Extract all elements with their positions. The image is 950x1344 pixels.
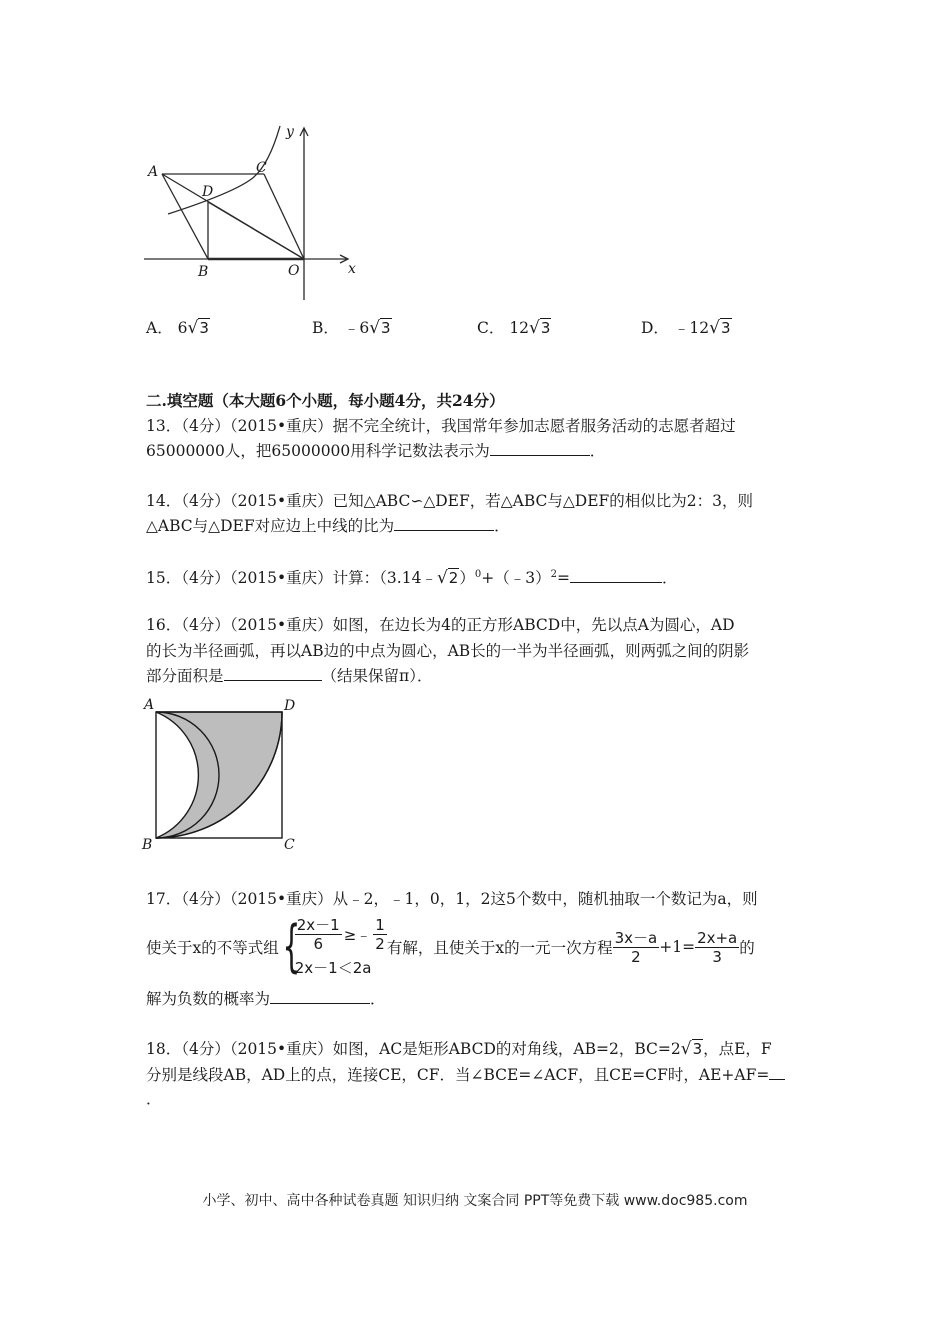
q18-radicand: 3 bbox=[692, 1040, 703, 1058]
option-c-label: C． bbox=[477, 319, 505, 337]
answer-blank[interactable] bbox=[570, 568, 662, 583]
label-D: D bbox=[284, 698, 296, 714]
q18-line3: ． bbox=[146, 1090, 162, 1108]
q13-end: ． bbox=[589, 442, 606, 460]
figure-square-arcs bbox=[140, 695, 310, 855]
option-b bbox=[312, 316, 392, 338]
option-b-label: B． bbox=[312, 319, 339, 337]
fraction bbox=[295, 916, 342, 953]
q16-text: 部分面积是 bbox=[146, 667, 224, 685]
q17-end: ． bbox=[370, 990, 386, 1008]
frac-num: 3x－a bbox=[614, 928, 658, 947]
q13-line1: 13．（4分）（2015•重庆）据不完全统计，我国常年参加志愿者服务活动的志愿者超过 bbox=[146, 417, 736, 435]
frac-den: 2 bbox=[631, 947, 641, 966]
option-c-radicand: 3 bbox=[540, 319, 551, 337]
sqrt-symbol: √3 bbox=[709, 318, 731, 338]
q13-line2 bbox=[146, 440, 605, 462]
label-A: A bbox=[148, 164, 159, 180]
inequality-1 bbox=[295, 916, 387, 953]
label-D: D bbox=[202, 184, 214, 200]
label-A: A bbox=[144, 697, 155, 713]
q14-line1: 14．（4分）（2015•重庆）已知△ABC∽△DEF，若△ABC与△DEF的相似比为2：3，则 bbox=[146, 492, 754, 510]
option-d-coef: ﹣12 bbox=[673, 319, 710, 337]
fraction bbox=[695, 929, 739, 966]
label-C: C bbox=[284, 837, 295, 853]
sqrt-symbol: √3 bbox=[529, 318, 551, 338]
sqrt-symbol: √3 bbox=[680, 1039, 703, 1059]
q17-line1: 17．（4分）（2015•重庆）从﹣2，﹣1，0，1，2这5个数中，随机抽取一个数记为a，则 bbox=[146, 890, 758, 908]
fraction bbox=[373, 916, 387, 953]
answer-blank[interactable] bbox=[270, 989, 370, 1004]
section-title: 二.填空题（本大题6个小题，每小题4分，共24分） bbox=[146, 391, 505, 410]
option-d-label: D． bbox=[641, 319, 669, 337]
answer-blank[interactable] bbox=[224, 666, 322, 681]
sqrt-symbol: √2 bbox=[436, 568, 459, 589]
figure-coordinate-diagram bbox=[140, 118, 370, 308]
q17-line2 bbox=[146, 912, 755, 982]
sqrt-symbol: √3 bbox=[369, 318, 391, 338]
option-b-coef: ﹣6 bbox=[343, 319, 370, 337]
q15-radicand: 2 bbox=[448, 569, 459, 588]
frac-den: 3 bbox=[712, 947, 722, 966]
q15-eq: = bbox=[556, 569, 570, 588]
label-B: B bbox=[198, 264, 209, 280]
option-a-label: A． bbox=[146, 319, 173, 337]
q17-de: 的 bbox=[739, 939, 755, 957]
option-c-coef: 12 bbox=[509, 319, 530, 337]
frac-num: 1 bbox=[375, 916, 385, 934]
label-y: y bbox=[286, 124, 294, 140]
q15-exp0: 0 bbox=[474, 569, 482, 580]
q15-line bbox=[146, 564, 677, 589]
q15-exp2: 2 bbox=[550, 569, 557, 580]
label-C: C bbox=[256, 160, 267, 176]
q15-end: ． bbox=[661, 569, 678, 588]
option-d-radicand: 3 bbox=[720, 319, 731, 337]
brace-icon: { bbox=[282, 914, 301, 979]
q18-text: 18．（4分）（2015•重庆）如图，AC是矩形ABCD的对角线，AB=2，BC=2 bbox=[146, 1040, 681, 1058]
q14-text: △ABC与△DEF对应边上中线的比为 bbox=[146, 517, 395, 535]
answer-blank[interactable] bbox=[769, 1065, 785, 1080]
q14-end: ． bbox=[494, 517, 510, 535]
option-a bbox=[146, 316, 210, 338]
option-b-radicand: 3 bbox=[381, 319, 391, 337]
q15-text: 15．（4分）（2015•重庆）计算：（3.14﹣ bbox=[146, 569, 437, 588]
q17-line3 bbox=[146, 988, 386, 1010]
fraction bbox=[613, 929, 660, 966]
q17-text3: 解为负数的概率为 bbox=[146, 990, 271, 1008]
option-a-radicand: 3 bbox=[199, 319, 209, 337]
label-O: O bbox=[288, 263, 300, 279]
option-a-coef: 6 bbox=[177, 319, 188, 337]
inequality-2: 2x－1＜2a bbox=[294, 959, 372, 977]
label-x: x bbox=[348, 261, 356, 277]
q14-line2 bbox=[146, 515, 510, 537]
answer-blank[interactable] bbox=[394, 516, 494, 531]
option-c bbox=[477, 316, 551, 338]
q18-text-end: ，点E，F bbox=[703, 1040, 772, 1058]
relation: ≥﹣ bbox=[343, 926, 372, 944]
q13-text: 65000000人，把65000000用科学记数法表示为 bbox=[146, 442, 490, 460]
option-d bbox=[641, 316, 732, 338]
answer-blank[interactable] bbox=[490, 441, 590, 456]
q18-line1 bbox=[146, 1038, 772, 1060]
q15-mid: +（﹣3） bbox=[481, 569, 551, 588]
q17-mid: 有解，且使关于x的一元一次方程 bbox=[386, 939, 613, 957]
q17-text: 使关于x的不等式组 bbox=[146, 939, 279, 957]
page-footer: 小学、初中、高中各种试卷真题 知识归纳 文案合同 PPT等免费下载 www.doc985.com bbox=[202, 1193, 748, 1209]
q16-line1: 16．（4分）（2015•重庆）如图，在边长为4的正方形ABCD中，先以点A为圆心，AD bbox=[146, 616, 735, 634]
q16-line3 bbox=[146, 665, 432, 687]
label-B: B bbox=[142, 837, 153, 853]
frac-num: 2x－1 bbox=[296, 916, 340, 934]
q16-line2: 的长为半径画弧，再以AB边的中点为圆心，AB长的一半为半径画弧，则两弧之间的阴影 bbox=[146, 642, 750, 660]
q17-plus: +1= bbox=[659, 938, 696, 956]
frac-num: 2x+a bbox=[697, 928, 738, 947]
inequality-system bbox=[295, 916, 387, 978]
frac-den: 6 bbox=[313, 935, 323, 953]
q16-end: （结果保留π）． bbox=[321, 667, 433, 685]
q18-text2: 分别是线段AB，AD上的点，连接CE，CF．当∠BCE=∠ACF，且CE=CF时，AE+AF= bbox=[146, 1066, 770, 1084]
sqrt-symbol: √3 bbox=[187, 318, 209, 338]
frac-den: 2 bbox=[375, 935, 385, 953]
q18-line2 bbox=[146, 1064, 785, 1086]
q15-paren: ） bbox=[459, 569, 475, 588]
